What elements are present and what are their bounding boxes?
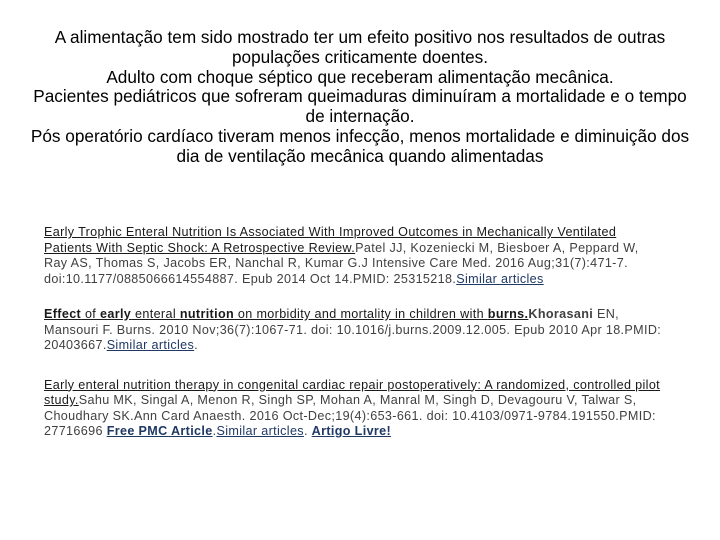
reference-3 bbox=[44, 378, 664, 440]
reference-2-citation: EN, Mansouri F. Burns. 2010 Nov;36(7):1067-71. doi: 10.1016/j.burns.2009.12.005. Epub 2010 Apr 18.PMID: 20403667. bbox=[44, 307, 662, 352]
main-text bbox=[30, 28, 690, 167]
main-text-line-2: Adulto com choque séptico que receberam alimentação mecânica. bbox=[106, 66, 614, 87]
reference-2-title-part-2: enteral bbox=[131, 307, 180, 321]
reference-2-author-bold: Khorasani bbox=[528, 307, 594, 321]
reference-3-similar-articles-link[interactable]: Similar articles bbox=[216, 424, 304, 438]
reference-2-title-part-3: on morbidity and mortality in children with bbox=[234, 307, 488, 321]
reference-list bbox=[44, 225, 664, 460]
reference-3-separator-1: . bbox=[212, 424, 217, 438]
reference-2-title-bold-2: early bbox=[100, 307, 132, 321]
reference-1-similar-articles-link[interactable]: Similar articles bbox=[456, 271, 544, 286]
reference-2 bbox=[44, 307, 664, 354]
reference-2-similar-articles-link[interactable]: Similar articles bbox=[106, 338, 195, 352]
reference-2-title-part-1: of bbox=[81, 307, 100, 321]
reference-2-title-link[interactable] bbox=[44, 307, 528, 321]
reference-3-artigo-livre-link[interactable]: Artigo Livre! bbox=[311, 424, 392, 438]
reference-2-trail: . bbox=[194, 338, 199, 352]
reference-2-title-bold-1: Effect bbox=[44, 307, 82, 321]
reference-2-title-bold-4: burns. bbox=[487, 307, 529, 321]
main-text-line-3: Pacientes pediátricos que sofreram queimaduras diminuíram a mortalidade e o tempo de internação. bbox=[33, 86, 687, 127]
main-text-line-1: A alimentação tem sido mostrado ter um efeito positivo nos resultados de outras populações criticamente doentes. bbox=[54, 27, 666, 67]
reference-2-title-bold-3: nutrition bbox=[179, 307, 235, 321]
reference-1 bbox=[44, 225, 664, 287]
reference-1-citation: Patel JJ, Kozeniecki M, Biesboer A, Peppard W, Ray AS, Thomas S, Jacobs ER, Nanchal R, Kumar G.J Intensive Care Med. 2016 Aug;31(7):471-7. doi:10.1177/0885066614554887. Epub 2014 Oct 14.PMID: 25315218. bbox=[44, 240, 639, 286]
reference-3-separator-2: . bbox=[303, 424, 312, 438]
reference-3-citation: Sahu MK, Singal A, Menon R, Singh SP, Mohan A, Manral M, Singh D, Devagouru V, Talwar S, Choudhary SK.Ann Card Anaesth. 2016 Oct-Dec;19(4):653-661. doi: 10.4103/0971-9784.191550.PMID: 27716696 bbox=[44, 393, 656, 438]
main-text-line-4: Pós operatório cardíaco tiveram menos infecção, menos mortalidade e diminuição dos dia de ventilação mecânica quando alimentadas bbox=[30, 125, 690, 166]
reference-3-title-link[interactable]: Early enteral nutrition therapy in congenital cardiac repair postoperatively: A randomized, controlled pilot study. bbox=[44, 377, 661, 407]
reference-3-free-pmc-article-link[interactable]: Free PMC Article bbox=[106, 424, 213, 438]
reference-1-title-link[interactable]: Early Trophic Enteral Nutrition Is Associated With Improved Outcomes in Mechanically Ventilated Patients With Septic Shock: A Retrospective Review. bbox=[44, 225, 617, 255]
